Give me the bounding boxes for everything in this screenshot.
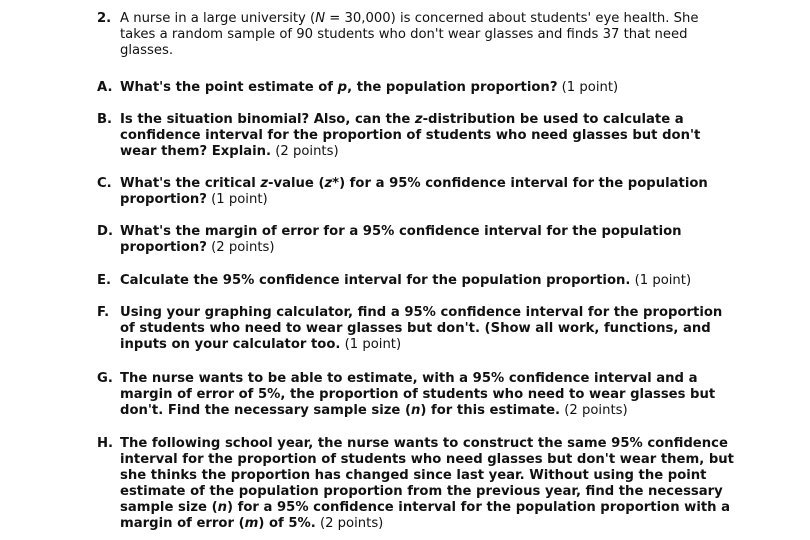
question-letter: G. (97, 371, 113, 386)
question-letter: D. (97, 224, 113, 239)
question-text: Is the situation binomial? Also, can the z-distribution be used to calculate a confidence interval for the proportion of students who need glasses but don't wear them? Explain. (120, 112, 701, 159)
question-f (97, 305, 737, 353)
question-points: (1 point) (206, 192, 268, 207)
question-points: (1 point) (630, 273, 692, 288)
question-text: Calculate the 95% confidence interval for the population proportion. (120, 273, 631, 288)
question-b (97, 112, 737, 160)
question-points: (2 points) (271, 144, 339, 159)
question-g (97, 371, 737, 419)
question-letter: E. (97, 273, 112, 288)
question-text: What's the margin of error for a 95% confidence interval for the population proportion? (120, 224, 682, 255)
problem-statement (97, 11, 737, 59)
question-c (97, 176, 737, 208)
question-points: (2 points) (206, 240, 275, 255)
question-points: (2 points) (315, 516, 384, 531)
question-text: The nurse wants to be able to estimate, with a 95% confidence interval and a margin of error of 5%, the proportion of students who need to wear glasses but don't. Find the necessary sample size (n) for this estimate. (120, 371, 716, 418)
question-e (97, 273, 737, 289)
question-text: Using your graphing calculator, find a 95% confidence interval for the proportion of students who need to wear glasses but don't. (Show all work, functions, and inputs on your calculator too. (120, 305, 723, 352)
question-letter: H. (97, 436, 114, 451)
question-h (97, 436, 737, 532)
question-letter: F. (97, 305, 110, 320)
problem-number: 2. (97, 11, 112, 26)
question-letter: B. (97, 112, 113, 127)
question-points: (1 point) (557, 80, 619, 95)
question-points: (1 point) (340, 337, 402, 352)
question-text: The following school year, the nurse wants to construct the same 95% confidence interval for the proportion of students who need glasses but don't wear them, but she thinks the proportion has changed since last year. Without using the point estimate of the population proportion from the previous year, find the necessary sample size (n) for a 95% confidence interval for the population proportion with a margin of error (m) of 5%. (120, 436, 734, 531)
problem-text: A nurse in a large university (N = 30,000) is concerned about students' eye health. She takes a random sample of 90 students who don't wear glasses and finds 37 that need glasses. (120, 11, 699, 58)
question-letter: A. (97, 80, 113, 95)
question-d (97, 224, 737, 256)
question-points: (2 points) (560, 403, 628, 418)
question-text: What's the point estimate of p, the population proportion? (120, 80, 558, 95)
question-text: What's the critical z-value (z*) for a 95% confidence interval for the population proportion? (120, 176, 708, 207)
question-a (97, 80, 737, 96)
question-letter: C. (97, 176, 112, 191)
